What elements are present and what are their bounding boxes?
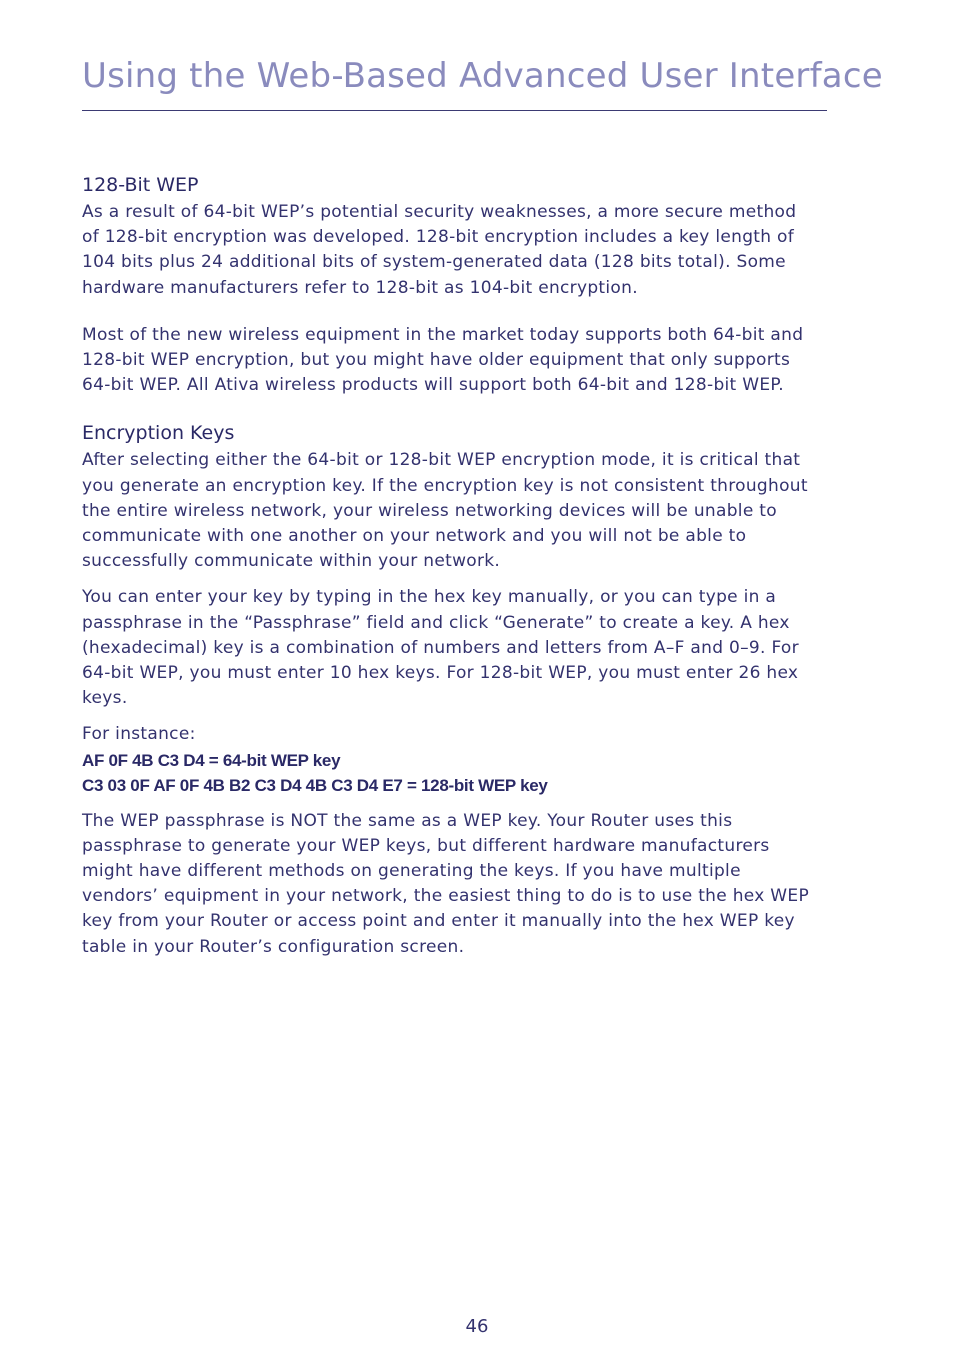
page-number: 46 [465,1316,489,1337]
paragraph-128-bit-intro: As a result of 64-bit WEP’s potential security weaknesses, a more secure method of 128-bit encryption was developed. 128-bit encryption includes a key length of 104 bits plus 24 additional bits of system-generated data (128 bits total). Some hardware manufacturers refer to 128-bit as 104-bit encryption. [82,202,797,298]
paragraph-equipment-support: Most of the new wireless equipment in the market today supports both 64-bit and 128-bit WEP encryption, but you might have older equipment that only supports 64-bit WEP. All Ativa wireless products will support both 64-bit and 128-bit WEP. [82,324,804,396]
page-content [82,172,817,960]
page-title: Using the Web-Based Advanced User Interface [82,56,883,96]
section-heading-128-bit-wep: 128-Bit WEP [82,174,199,196]
example-64-bit-key: AF 0F 4B C3 D4 = 64-bit WEP key [82,750,341,770]
paragraph-for-instance: For instance: [82,724,196,745]
paragraph-passphrase-note: The WEP passphrase is NOT the same as a WEP key. Your Router uses this passphrase to generate your WEP keys, but different hardware manufacturers might have different methods on generating the keys. If you have multiple vendors’ equipment in your network, the easiest thing to do is to use the hex WEP key from your Router or access point and enter it manually into the hex WEP key table in your Router’s configuration screen. [82,810,810,957]
paragraph-enter-key: You can enter your key by typing in the hex key manually, or you can type in a passphrase in the “Passphrase” field and click “Generate” to create a key. A hex (hexadecimal) key is a combination of numbers and letters from A–F and 0–9. For 64-bit WEP, you must enter 10 hex keys. For 128-bit WEP, you must enter 26 hex keys. [82,587,799,709]
title-divider [82,110,827,111]
example-128-bit-key: C3 03 0F AF 0F 4B B2 C3 D4 4B C3 D4 E7 = 128-bit WEP key [82,775,548,795]
paragraph-generate-key: After selecting either the 64-bit or 128-bit WEP encryption mode, it is critical that you generate an encryption key. If the encryption key is not consistent throughout the entire wireless network, your wireless networking devices will be unable to communicate with one another on your network and you will not be able to successfully communicate within your network. [82,450,808,572]
section-heading-encryption-keys: Encryption Keys [82,422,235,445]
